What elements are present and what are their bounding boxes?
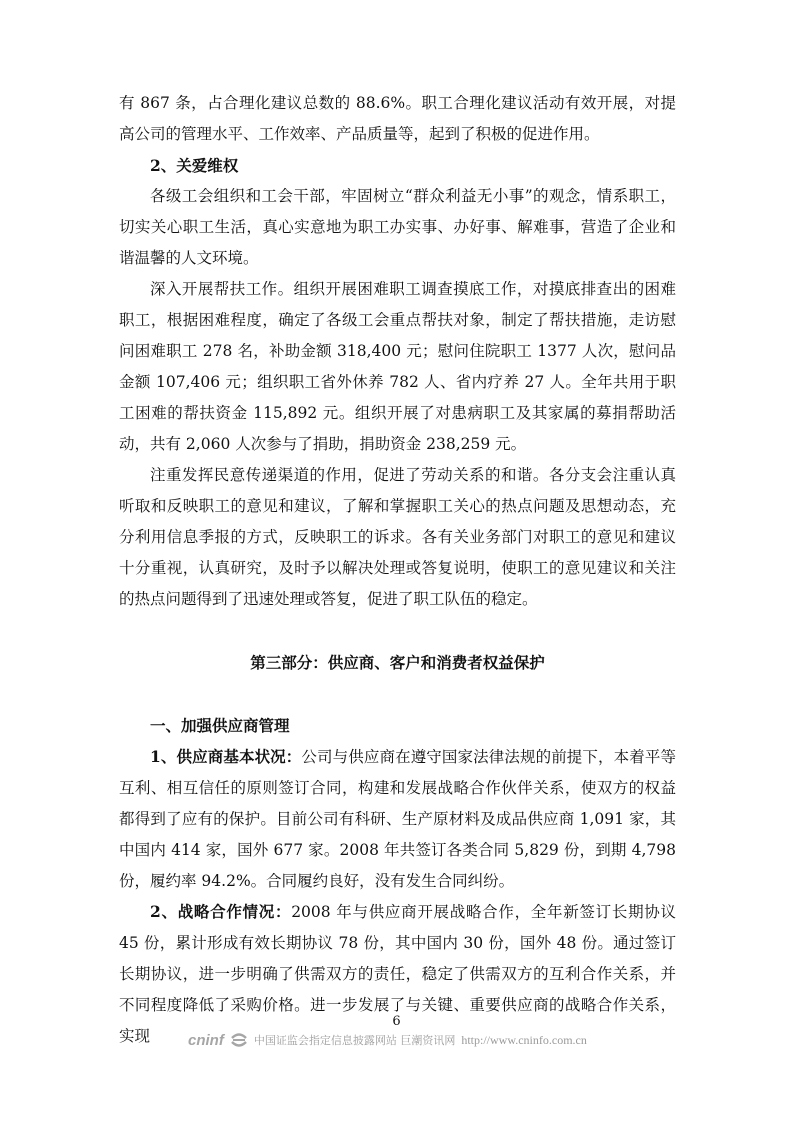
cninfo-logo-icon [230,1032,248,1048]
subheading-supplier-management: 一、加强供应商管理 [150,716,290,735]
page-number: 6 [392,1014,401,1029]
supplier-status-lead: 1、供应商基本状况： [150,747,302,766]
footer-brand: cninf [188,1031,224,1049]
paragraph-supplier-status [119,741,676,897]
footer-text: 中国证监会指定信息披露网站 巨潮资讯网 [253,1034,456,1047]
footer-url[interactable]: http://www.cninfo.com.cn [461,1032,587,1047]
paragraph-feedback-channels: 注重发挥民意传递渠道的作用，促进了劳动关系的和谐。各分支会注重认真听取和反映职工的意见和建议，了解和掌握职工关心的热点问题及思想动态，充分利用信息季报的方式，反映职工的诉求。各有关业务部门对职工的意见和建议十分重视，认真研究，及时予以解决处理或答复说明，使职工的意见建议和关注的热点问题得到了迅速处理或答复，促进了职工队伍的稳定。 [119,466,676,608]
paragraph-union-care: 各级工会组织和工会干部，牢固树立“群众利益无小事”的观念，情系职工，切实关心职工生活，真心实意地为职工办实事、办好事、解难事，营造了企业和谐温馨的人文环境。 [119,187,676,267]
strategic-cooperation-lead: 2、战略合作情况： [150,902,292,921]
paragraph-assistance: 深入开展帮扶工作。组织开展困难职工调查摸底工作，对摸底排查出的困难职工，根据困难程度，确定了各级工会重点帮扶对象，制定了帮扶措施，走访慰问困难职工 278 名，补助金额 318,400 元；慰问住院职工 1377 人次，慰问品金额 107,406 元；组织职工省外休养 782 人、省内疗养 27 人。全年共用于职工困难的帮扶资金 115,892 元。组织开展了对患病职工及其家属的募捐帮助活动，共有 2,060 人次参与了捐助，捐助资金 238,259 元。 [119,280,676,453]
subheading-care-rights: 2、关爱维权 [150,156,239,175]
section-title: 第三部分：供应商、客户和消费者权益保护 [250,653,545,672]
footer [188,1030,587,1050]
supplier-status-body: 公司与供应商在遵守国家法律法规的前提下，本着平等互利、相互信任的原则签订合同，构建和发展战略合作伙伴关系，使双方的权益都得到了应有的保护。目前公司有科研、生产原材料及成品供应商 1,091 家，其中国内 414 家，国外 677 家。2008 年共签订各类合同 5,829 份，到期 4,798 份，履约率 94.2%。合同履约良好，没有发生合同纠纷。 [119,748,676,890]
paragraph-suggestions: 有 867 条，占合理化建议总数的 88.6%。职工合理化建议活动有效开展，对提高公司的管理水平、工作效率、产品质量等，起到了积极的促进作用。 [119,94,676,143]
strategic-cooperation-body: 2008 年与供应商开展战略合作，全年新签订长期协议 45 份，累计形成有效长期协议 78 份，其中国内 30 份，国外 48 份。通过签订长期协议，进一步明确了供需双方的责任，稳定了供需双方的互利合作关系，并不同程度降低了采购价格。进一步发展了与关键、重要供应商的战略合作关系，实现 [119,903,676,1045]
